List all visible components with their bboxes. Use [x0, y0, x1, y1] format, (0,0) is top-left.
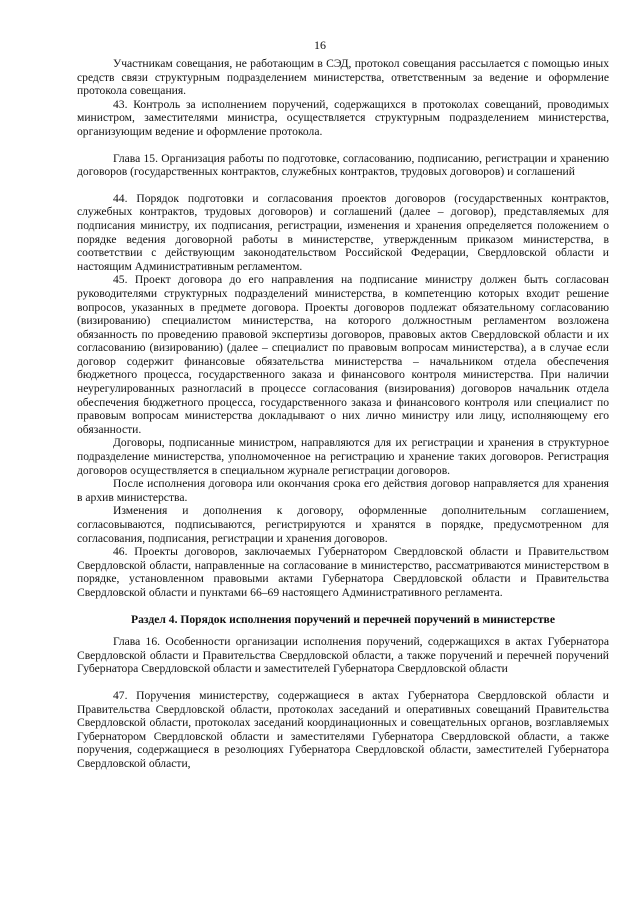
paragraph-45-contracts-registration: Договоры, подписанные министром, направляются для их регистрации и хранения в структурное подразделение министерства, уполномоченное на регистрацию и хранение таких договоров. Регистрация договоров осуществляется в специальном журнале регистрации договоров. [77, 436, 609, 477]
paragraph-45-archive: После исполнения договора или окончания срока его действия договор направляется для хранения в архив министерства. [77, 477, 609, 504]
spacer [77, 676, 609, 689]
chapter-15-heading: Глава 15. Организация работы по подготовке, согласованию, подписанию, регистрации и хранению договоров (государственных контрактов, служебных контрактов, трудовых договоров) и соглашений [77, 151, 609, 179]
spacer [77, 139, 609, 152]
document-body [77, 57, 609, 771]
chapter-16-heading: Глава 16. Особенности организации исполнения поручений, содержащихся в актах Губернатора Свердловской области и Правительства Свердловской области, а также поручений и перечней поручений Губернатора Свердловской области и заместителей Губернатора Свердловской области [77, 635, 609, 676]
paragraph-45: 45. Проект договора до его направления на подписание министру должен быть согласован руководителями структурных подразделений министерства, в компетенцию которых входит решение вопросов, указанных в предмете договора. Проекты договоров подлежат обязательному согласованию (визированию) специалистом министерства, на которого должностным регламентом возложена обязанность по проведению правовой экспертизы договоров, правовых актов Свердловской области и их согласованию (визированию) (далее – специалист по правовым вопросам министерства), а в случае если договор содержит финансовые обязательства министерства – начальником отдела обеспечения бюджетного процесса, государственного заказа и финансового контроля министерства. При наличии неурегулированных разногласий в процессе согласования (визирования) договоров начальник отдела обеспечения бюджетного процесса, государственного заказа и финансового контроля или специалист по правовым вопросам министерства докладывают о них лично министру или лицу, исполняющему его обязанности. [77, 273, 609, 436]
paragraph-43: 43. Контроль за исполнением поручений, содержащихся в протоколах совещаний, проводимых министром, заместителями министра, осуществляется структурным подразделением министерства, организующим ведение и оформление протокола. [77, 97, 609, 138]
spacer [77, 179, 609, 192]
paragraph-46: 46. Проекты договоров, заключаемых Губернатором Свердловской области и Правительством Свердловской области, направленные на согласование в министерство, рассматриваются министерством в порядке, установленном правовыми актами Губернатора Свердловской области и Правительства Свердловской области и пунктами 66–69 настоящего Административного регламента. [77, 545, 609, 599]
paragraph-protocol-distribution: Участникам совещания, не работающим в СЭД, протокол совещания рассылается с помощью иных средств связи структурным подразделением министерства, ответственным за ведение и оформление протокола совещания. [77, 57, 609, 98]
spacer [77, 600, 609, 613]
page-number: 16 [314, 38, 326, 52]
paragraph-47: 47. Поручения министерству, содержащиеся в актах Губернатора Свердловской области и Правительства Свердловской области, протоколах заседаний и оперативных совещаний Правительства Свердловской области, протоколах заседаний координационных и совещательных органов, возглавляемых Губернатором Свердловской области и заместителями Губернатора Свердловской области, а также поручения, содержащиеся в резолюциях Губернатора Свердловской области, заместителей Губернатора Свердловской области, [77, 688, 609, 770]
paragraph-44: 44. Порядок подготовки и согласования проектов договоров (государственных контрактов, служебных контрактов, трудовых договоров) и соглашений (далее – договор), представляемых для подписания министру, их подписания, регистрации, изменения и хранения определяется положением о порядке ведения договорной работы в министерстве, утвержденным приказом министерства, в соответствии с действующим законодательством Российской Федерации, Свердловской области и настоящим Административным регламентом. [77, 191, 609, 273]
section-4-heading: Раздел 4. Порядок исполнения поручений и перечней поручений в министерстве [131, 612, 555, 626]
spacer [77, 626, 609, 635]
paragraph-45-amendments: Изменения и дополнения к договору, оформленные дополнительным соглашением, согласовываются, подписываются, регистрируются и хранятся в порядке, предусмотренном для согласования, подписания, регистрации и хранения договоров. [77, 504, 609, 545]
